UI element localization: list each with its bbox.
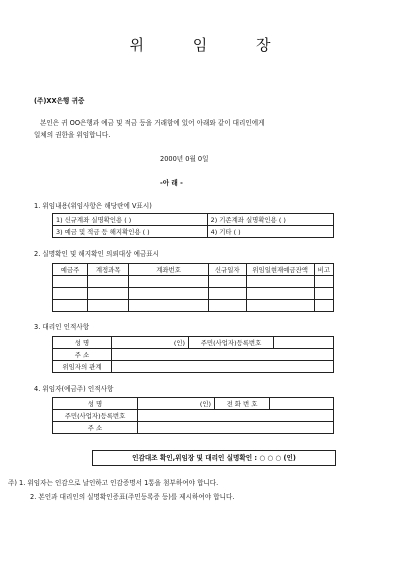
item-termination[interactable]: 3) 예금 및 적금 등 해지확인용 ( )	[53, 226, 208, 238]
section2-heading: 2. 실명확인 및 해지확인 의뢰대상 예금표시	[34, 250, 160, 258]
cell[interactable]	[53, 288, 88, 300]
section1-heading: 1. 위임내용(위임사항은 해당란에 V표시)	[34, 202, 152, 210]
cell[interactable]	[246, 300, 314, 312]
document-date: 2000년 0월 0일	[160, 155, 209, 163]
cell[interactable]	[208, 300, 246, 312]
table-row	[53, 361, 334, 373]
cell[interactable]	[314, 300, 333, 312]
cell[interactable]	[129, 276, 209, 288]
agent-relation-label: 위임자의 관계	[53, 361, 112, 373]
addressee: (주)XX은행 귀중	[34, 97, 85, 105]
cell[interactable]	[88, 276, 129, 288]
intro-line-2: 일체의 권한을 위임합니다.	[34, 131, 111, 139]
delegator-name-label: 성 명	[53, 398, 138, 410]
item-existing-account[interactable]: 2) 기존계좌 실명확인용 ( )	[207, 214, 333, 226]
cell[interactable]	[208, 288, 246, 300]
agent-relation-value[interactable]	[112, 361, 334, 373]
table-row	[53, 349, 334, 361]
col-header-balance: 위임일현재예금잔액	[246, 264, 314, 276]
note-line-1: 주) 1. 위임자는 인감으로 날인하고 인감증명서 1통을 첨부하여야 합니다.	[8, 479, 219, 487]
col-header-owner: 예금주	[53, 264, 88, 276]
agent-address-value[interactable]	[112, 349, 334, 361]
delegator-phone-label: 전 화 번 호	[215, 398, 270, 410]
cell[interactable]	[129, 288, 209, 300]
delegator-address-value[interactable]	[138, 422, 334, 434]
document-title: 위 임 장	[129, 36, 293, 54]
delegator-address-label: 주 소	[53, 422, 138, 434]
cell[interactable]	[129, 300, 209, 312]
note-line-2: 2. 본인과 대리인의 실명확인증표(주민등록증 등)를 제시하여야 합니다.	[30, 493, 235, 501]
table-row	[53, 214, 334, 226]
section4-heading: 4. 위임자(예금주) 인적사항	[34, 385, 114, 393]
cell[interactable]	[314, 288, 333, 300]
cell[interactable]	[53, 300, 88, 312]
table-row	[53, 300, 334, 312]
col-header-open-date: 신규일자	[208, 264, 246, 276]
col-header-account-number: 계좌번호	[129, 264, 209, 276]
item-other[interactable]: 4) 기타 ( )	[207, 226, 333, 238]
section3-heading: 3. 대리인 인적사항	[34, 323, 90, 331]
table-row	[53, 410, 334, 422]
cell[interactable]	[314, 276, 333, 288]
deposit-table	[52, 263, 334, 312]
agent-id-value[interactable]	[274, 337, 334, 349]
cell[interactable]	[246, 288, 314, 300]
agent-id-label: 주민(사업자)등록번호	[189, 337, 274, 349]
confirmation-box: 인감대조 확인,위임장 및 대리인 실명확인 : ○ ○ ○ (인)	[92, 450, 336, 466]
delegator-seal[interactable]: (인)	[138, 398, 215, 410]
agent-seal[interactable]: (인)	[112, 337, 189, 349]
cell[interactable]	[53, 276, 88, 288]
cell[interactable]	[88, 300, 129, 312]
table-row	[53, 288, 334, 300]
delegator-phone-value[interactable]	[270, 398, 334, 410]
table-row	[53, 337, 334, 349]
table-row	[53, 276, 334, 288]
item-new-account[interactable]: 1) 신규계좌 실명확인용 ( )	[53, 214, 208, 226]
col-header-account-type: 계정과목	[88, 264, 129, 276]
table-header-row	[53, 264, 334, 276]
delegation-items-table	[52, 213, 334, 238]
below-heading: -아 래 -	[160, 179, 183, 187]
agent-address-label: 주 소	[53, 349, 112, 361]
delegator-id-value[interactable]	[138, 410, 334, 422]
table-row	[53, 422, 334, 434]
table-row	[53, 398, 334, 410]
agent-info-table	[52, 336, 334, 373]
agent-name-label: 성 명	[53, 337, 112, 349]
cell[interactable]	[88, 288, 129, 300]
table-row	[53, 226, 334, 238]
cell[interactable]	[246, 276, 314, 288]
col-header-remarks: 비고	[314, 264, 333, 276]
delegator-id-label: 주민(사업자)등록번호	[53, 410, 138, 422]
delegator-info-table	[52, 397, 334, 434]
cell[interactable]	[208, 276, 246, 288]
intro-line-1: 본인은 귀 OO은행과 예금 및 적금 등을 거래함에 있어 아래와 같이 대리인에게	[40, 119, 265, 127]
